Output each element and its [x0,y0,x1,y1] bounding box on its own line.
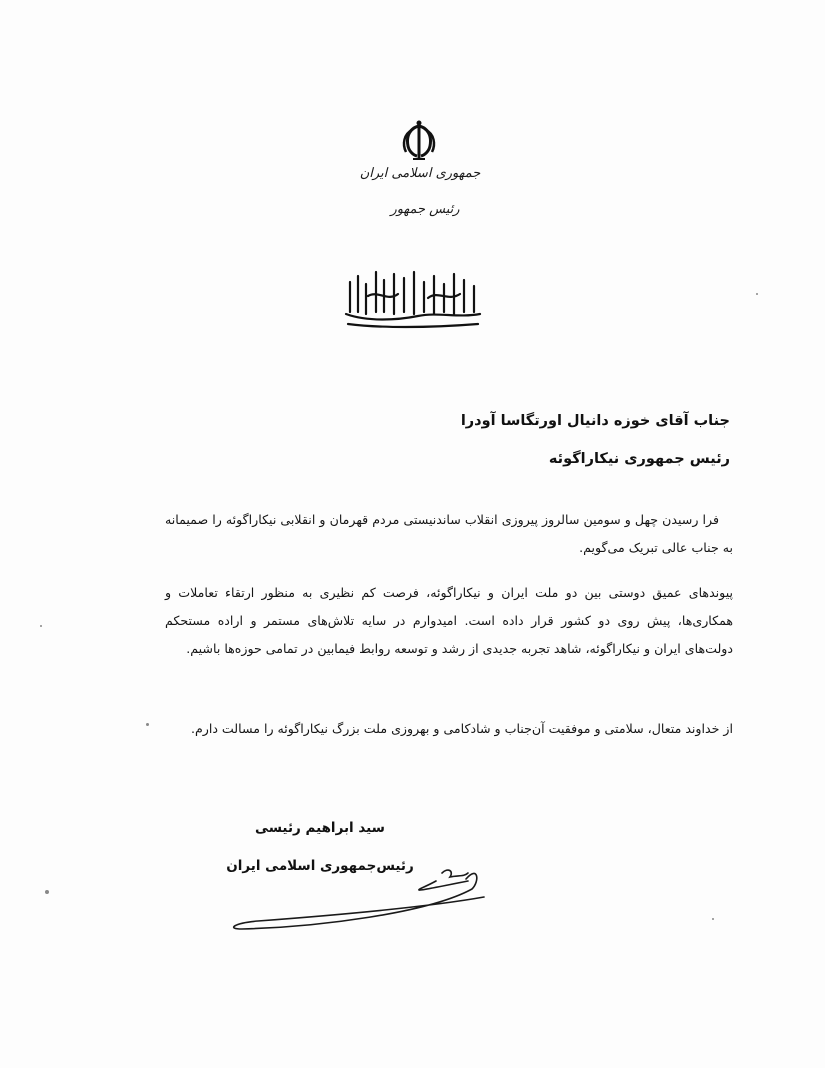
scan-speck [146,723,149,726]
scan-speck [712,918,714,920]
letterhead-country: جمهوری اسلامی ایران [359,166,481,181]
handwritten-signature [228,855,518,935]
body-paragraph-2: پیوندهای عمیق دوستی بین دو ملت ایران و نیکاراگوئه، فرصت کم نظیری به منظور ارتقاء تعاملات و همکاری‌ها، پیش روی دو کشور قرار داده است. امیدوارم در سایه تلاش‌های مستمر و اراده مستحکم دولت‌های ایران و نیکاراگوئه، شاهد تجربه جدیدی از رشد و توسعه روابط فیمابین در تمامی حوزه‌ها باشیم. [165,585,733,656]
letterhead-office: رئیس جمهور [390,202,460,217]
addressee-name: جناب آقای خوزه دانیال اورتگاسا آودرا [460,413,730,429]
scan-speck [40,625,42,627]
basmala-calligraphy [338,262,488,332]
body-paragraph-1: فرا رسیدن چهل و سومین سالروز پیروزی انقلاب ساندنیستی مردم قهرمان و انقلابی نیکاراگوئه را صمیمانه به جناب عالی تبریک می‌گویم. [165,512,733,555]
signatory-title: رئیس‌جمهوری اسلامی ایران [226,858,414,874]
scan-speck [756,293,758,295]
addressee-title: رئیس جمهوری نیکاراگوئه [548,451,730,467]
signatory-name: سید ابراهیم رئیسی [255,820,385,836]
emblem-icon [396,118,442,164]
body-paragraph-3: از خداوند متعال، سلامتی و موفقیت آن‌جناب و شادکامی و بهروزی ملت بزرگ نیکاراگوئه را مسالت دارم. [190,721,733,736]
scan-speck [45,890,49,894]
